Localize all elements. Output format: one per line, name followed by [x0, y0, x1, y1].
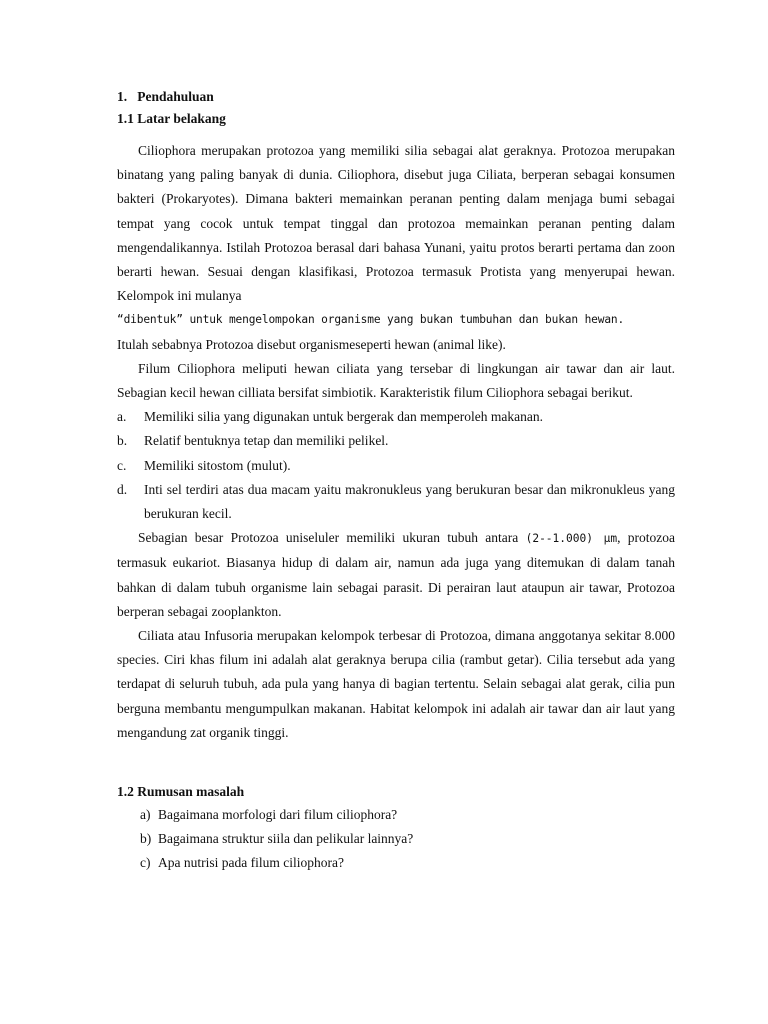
- paragraph-intro-end: Itulah sebabnya Protozoa disebut organismeseperti hewan (animal like).: [117, 336, 506, 352]
- list-marker: b.: [117, 433, 128, 449]
- paragraph-ukuran: [117, 526, 675, 624]
- subsection-heading-latar-belakang: 1.1 Latar belakang: [117, 111, 226, 126]
- paragraph-filum: Filum Ciliophora meliputi hewan ciliata yang tersebar di lingkungan air tawar dan air laut. Sebagian kecil hewan cilliata bersifat simbiotik. Karakteristik filum Ciliophora sebagai berikut.: [117, 360, 675, 401]
- subsection-heading-rumusan-masalah: 1.2 Rumusan masalah: [117, 784, 245, 800]
- list-item-text: Apa nutrisi pada filum ciliophora?: [158, 855, 344, 871]
- problem-list: [117, 803, 675, 876]
- list-item: [117, 454, 675, 478]
- list-marker: b): [140, 831, 152, 847]
- list-marker: a): [140, 807, 151, 823]
- list-item-text: Memiliki sitostom (mulut).: [144, 457, 291, 473]
- paragraph-ukuran-after: , protozoa termasuk eukariot. Biasanya hidup di dalam air, namun ada juga yang ditemukan di dalam tanah bahkan di dalam tubuh organisme lain sebagai parasit. Di perairan laut ataupun air tawar, Protozoa berperan sebagai zooplankton.: [117, 530, 676, 619]
- paragraph-intro-main: Ciliophora merupakan protozoa yang memiliki silia sebagai alat geraknya. Protozoa merupakan binatang yang paling banyak di dunia. Ciliophora, disebut juga Ciliata, berperan sebagai konsumen bakteri (Prokaryotes). Dimana bakteri memainkan peranan penting dalam menjaga bumi sebagai tempat yang cocok untuk tempat tinggal dan protozoa memainkan peranan penting dalam mengendalikannya. Istilah Protozoa berasal dari bahasa Yunani, yaitu protos berarti pertama dan zoon berarti hewan. Sesuai dengan klasifikasi, Protozoa termasuk Protista yang menyerupai hewan. Kelompok ini mulanya: [117, 143, 675, 304]
- list-item-text: Relatif bentuknya tetap dan memiliki pelikel.: [144, 433, 389, 449]
- list-marker: d.: [117, 481, 128, 497]
- list-item-text: Bagaimana morfologi dari filum ciliophora?: [158, 807, 398, 823]
- list-item: [140, 827, 675, 851]
- list-item: [117, 405, 675, 429]
- chapter-heading: 1. Pendahuluan: [117, 89, 214, 104]
- size-range: (2--1.000) μm: [525, 532, 618, 546]
- paragraph-intro-quote: “dibentuk” untuk mengelompokan organisme yang bukan tumbuhan dan bukan hewan.: [117, 313, 625, 327]
- paragraph-ciliata: Ciliata atau Infusoria merupakan kelompok terbesar di Protozoa, dimana anggotanya sekitar 8.000 species. Ciri khas filum ini adalah alat geraknya berupa cilia (rambut getar). Cilia tersebut ada yang terdapat di seluruh tubuh, ada pula yang hanya di bagian tertentu. Selain sebagai alat gerak, cilia pun berguna membantu mengumpulkan makanan. Habitat kelompok ini adalah air tawar dan air laut yang mengandung zat organik tinggi.: [117, 628, 675, 740]
- list-item: [117, 478, 675, 526]
- characteristics-list: [117, 405, 675, 526]
- list-item-text: Inti sel terdiri atas dua macam yaitu makronukleus yang berukuran besar dan mikronukleus yang berukuran kecil.: [144, 481, 675, 522]
- list-item: [140, 851, 675, 875]
- list-marker: c): [140, 855, 151, 871]
- paragraph-intro: [117, 139, 675, 308]
- list-item-text: Memiliki silia yang digunakan untuk bergerak dan memperoleh makanan.: [144, 409, 544, 425]
- document-body: [117, 86, 675, 876]
- list-marker: c.: [117, 457, 127, 473]
- list-marker: a.: [117, 409, 127, 425]
- list-item: [140, 803, 675, 827]
- paragraph-ukuran-before: Sebagian besar Protozoa uniseluler memiliki ukuran tubuh antara: [138, 530, 519, 546]
- list-item-text: Bagaimana struktur siila dan pelikular lainnya?: [158, 831, 414, 847]
- list-item: [117, 429, 675, 453]
